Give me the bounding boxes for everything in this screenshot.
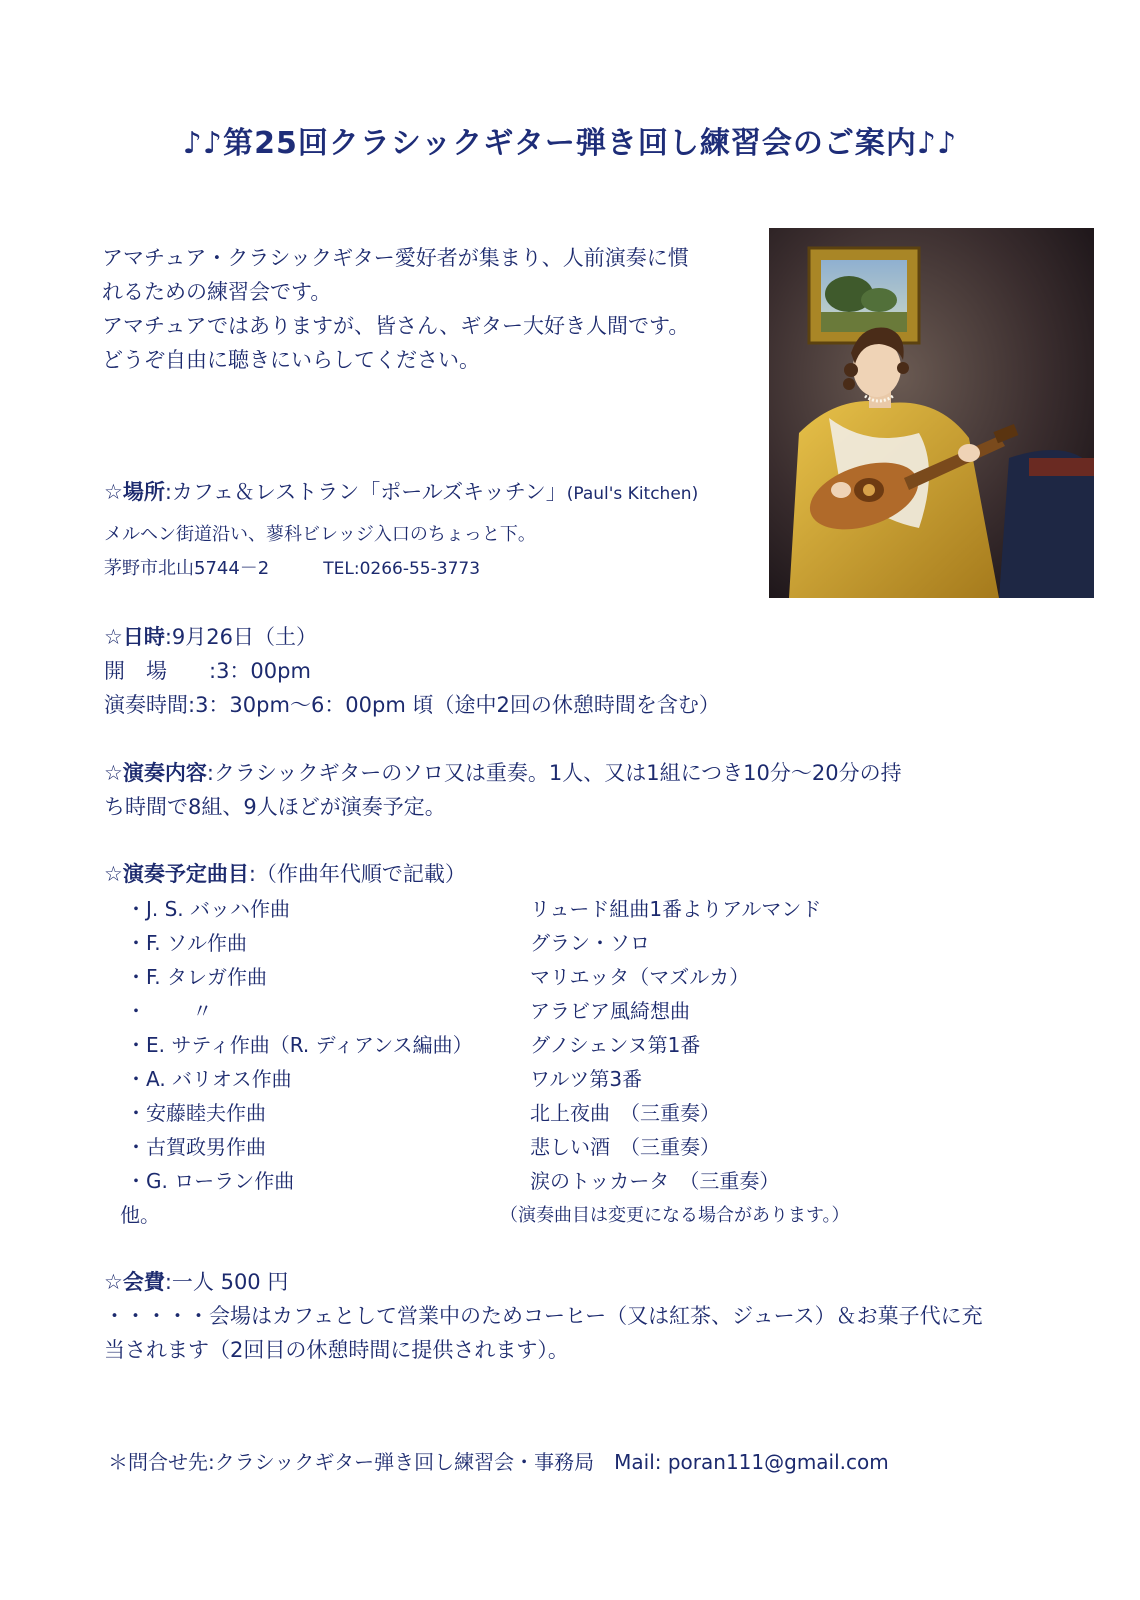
program-piece: グノシェンヌ第1番 — [530, 1033, 701, 1057]
program-composer: ・F. タレガ作曲 — [126, 965, 268, 989]
datetime-perf: 演奏時間:3：30pm～6：00pm 頃（途中2回の休憩時間を含む） — [104, 693, 720, 717]
fee-label: ☆会費 — [104, 1270, 165, 1294]
content-label: ☆演奏内容 — [104, 761, 207, 785]
intro-line: れるための練習会です。 — [102, 280, 332, 304]
program-composer: ・J. S. バッハ作曲 — [126, 897, 291, 921]
program-composer: ・安藤睦夫作曲 — [126, 1101, 266, 1125]
venue-label: ☆場所 — [104, 480, 165, 504]
program-composer: ・F. ソル作曲 — [126, 931, 248, 955]
program-piece: ワルツ第3番 — [530, 1067, 643, 1091]
intro-line: アマチュアではありますが、皆さん、ギター大好き人間です。 — [102, 314, 690, 338]
venue-directions: メルヘン街道沿い、蓼科ビレッジ入口のちょっと下。 — [104, 524, 536, 545]
program-composer: ・G. ローラン作曲 — [126, 1169, 295, 1193]
venue-line — [104, 476, 698, 511]
fee-amount: :一人 500 円 — [164, 1270, 289, 1294]
intro-line: アマチュア・クラシックギター愛好者が集まり、人前演奏に慣 — [102, 246, 689, 270]
program-sub: :（作曲年代順で記載） — [248, 862, 466, 886]
venue-address: 茅野市北山5744－2 — [104, 558, 270, 579]
content-text: :クラシックギターのソロ又は重奏。1人、又は1組につき10分～20分の持 — [206, 761, 902, 785]
venue-name: :カフェ＆レストラン「ポールズキッチン」 — [164, 480, 567, 504]
guitar-player-painting — [769, 228, 1094, 598]
program-piece: リュード組曲1番よりアルマンド — [530, 897, 822, 921]
venue-name-en: (Paul's Kitchen) — [566, 484, 699, 504]
intro-line: どうぞ自由に聴きにいらしてください。 — [102, 348, 480, 372]
fee-line — [104, 1266, 288, 1299]
program-composer: ・E. サティ作曲（R. ディアンス編曲） — [126, 1033, 473, 1057]
datetime-date: :9月26日（土） — [164, 625, 317, 649]
program-composer: ・A. バリオス作曲 — [126, 1067, 292, 1091]
contact-line: ＊問合せ先:クラシックギター弾き回し練習会・事務局 Mail: poran111@gmail.com — [108, 1450, 889, 1474]
program-piece: 北上夜曲 （三重奏） — [530, 1101, 720, 1125]
program-composer: ・古賀政男作曲 — [126, 1135, 266, 1159]
program-piece: 涙のトッカータ （三重奏） — [530, 1169, 780, 1193]
datetime-open: 開 場 :3：00pm — [104, 659, 311, 683]
program-piece: アラビア風綺想曲 — [530, 999, 690, 1023]
content-line — [104, 757, 902, 790]
content-line2: ち時間で8組、9人ほどが演奏予定。 — [104, 795, 446, 819]
page-title: ♪♪第25回クラシックギター弾き回し練習会のご案内♪♪ — [182, 126, 958, 161]
program-composer: ・ 〃 — [126, 999, 213, 1023]
venue-address-line — [104, 552, 480, 586]
program-piece: グラン・ソロ — [530, 931, 650, 955]
fee-detail2: 当されます（2回目の休憩時間に提供されます）。 — [104, 1338, 569, 1362]
venue-tel: TEL:0266-55-3773 — [323, 559, 481, 579]
program-piece: マリエッタ（マズルカ） — [530, 965, 750, 989]
program-heading — [104, 858, 466, 891]
datetime-line — [104, 621, 317, 654]
program-label: ☆演奏予定曲目 — [104, 862, 249, 886]
program-piece: 悲しい酒 （三重奏） — [530, 1135, 720, 1159]
program-note: （演奏曲目は変更になる場合があります。） — [500, 1205, 850, 1226]
fee-detail: ・・・・・会場はカフェとして営業中のためコーヒー（又は紅茶、ジュース）＆お菓子代に充 — [104, 1304, 983, 1328]
program-other: 他。 — [120, 1203, 160, 1227]
datetime-label: ☆日時 — [104, 625, 165, 649]
